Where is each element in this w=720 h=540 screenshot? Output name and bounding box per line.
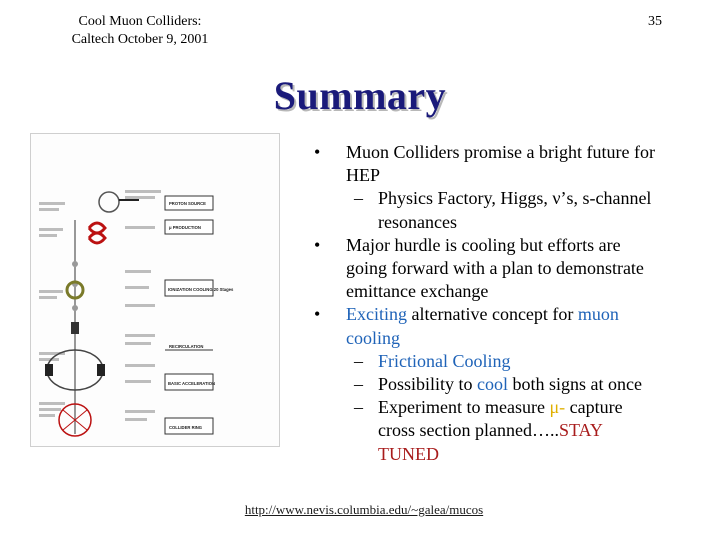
bullet-text: emittance exchange xyxy=(346,281,489,302)
subbullet-text: Frictional Cooling xyxy=(378,350,511,371)
subbullet-physics-factory xyxy=(308,187,708,233)
highlight-tuned: TUNED xyxy=(378,443,439,464)
highlight-cool: cool xyxy=(477,374,509,395)
highlight-exciting: Exciting xyxy=(346,304,407,325)
summary-bullets xyxy=(308,141,708,466)
header-meta xyxy=(60,13,220,49)
bullet-dot: • xyxy=(314,304,321,325)
bullet-text: HEP xyxy=(346,165,381,186)
box-label-basic-acceleration: BASIC ACCELERATION xyxy=(168,381,215,386)
subbullet-text xyxy=(378,396,708,419)
sub-dash: – xyxy=(354,188,363,209)
sub-dash: – xyxy=(354,397,363,418)
footer-url-link[interactable]: http://www.nevis.columbia.edu/~galea/mucos xyxy=(244,502,484,517)
page-number: 35 xyxy=(648,14,662,29)
box-label-ionization-cooling: IONIZATION COOLING 20 Stages xyxy=(168,287,234,292)
subbullet-text-pre: Possibility to xyxy=(378,374,478,395)
box-label-collider-ring: COLLIDER RING xyxy=(169,425,203,430)
bullet-muon-colliders xyxy=(308,141,708,187)
slide-title: Summary xyxy=(273,73,447,118)
sub-dash: – xyxy=(354,374,363,395)
subbullet-text xyxy=(378,419,708,442)
box-label-production: μ PRODUCTION xyxy=(169,225,201,230)
bullet-major-hurdle xyxy=(308,234,708,304)
bullet-text: Major hurdle is cooling but efforts are xyxy=(346,234,621,255)
muon-collider-schematic xyxy=(30,133,280,447)
schematic-drawing xyxy=(31,134,279,446)
subbullet-text: Physics Factory, Higgs, ν’s, s-channel xyxy=(378,188,652,209)
box-label-proton-source: PROTON SOURCE xyxy=(169,201,206,206)
subbullet-text-post: capture xyxy=(565,397,623,418)
subbullet-text: resonances xyxy=(378,211,457,232)
box-label-recirculation: RECIRCULATION xyxy=(169,344,204,349)
subbullet-both-signs xyxy=(308,373,708,396)
sub-dash: – xyxy=(354,350,363,371)
bullet-text: going forward with a plan to demonstrate xyxy=(346,258,644,279)
highlight-cooling: cooling xyxy=(346,327,400,348)
bullet-text-mid: alternative concept for xyxy=(407,304,578,325)
stage-boxes xyxy=(165,196,213,434)
bullet-text: Muon Colliders promise a bright future for xyxy=(346,142,655,162)
header-date: Caltech October 9, 2001 xyxy=(71,32,209,47)
highlight-mu: μ- xyxy=(549,397,566,418)
subbullet-text xyxy=(378,373,708,396)
proton-ring xyxy=(99,192,119,212)
subbullet-text-pre: cross section planned….. xyxy=(378,420,559,441)
subbullet-text-pre: Experiment to measure xyxy=(378,397,550,418)
bullet-dot: • xyxy=(314,142,321,162)
subbullet-experiment xyxy=(308,396,708,466)
subbullet-frictional-cooling xyxy=(308,350,708,373)
target-coil xyxy=(89,223,105,243)
bullet-exciting-concept xyxy=(308,303,708,349)
bullet-text xyxy=(346,303,708,326)
highlight-muon: muon xyxy=(577,304,619,325)
subbullet-text-post: both signs at once xyxy=(508,374,643,395)
bullet-dot: • xyxy=(314,234,321,255)
header-title: Cool Muon Colliders: xyxy=(78,14,202,29)
highlight-stay: STAY xyxy=(558,420,603,441)
